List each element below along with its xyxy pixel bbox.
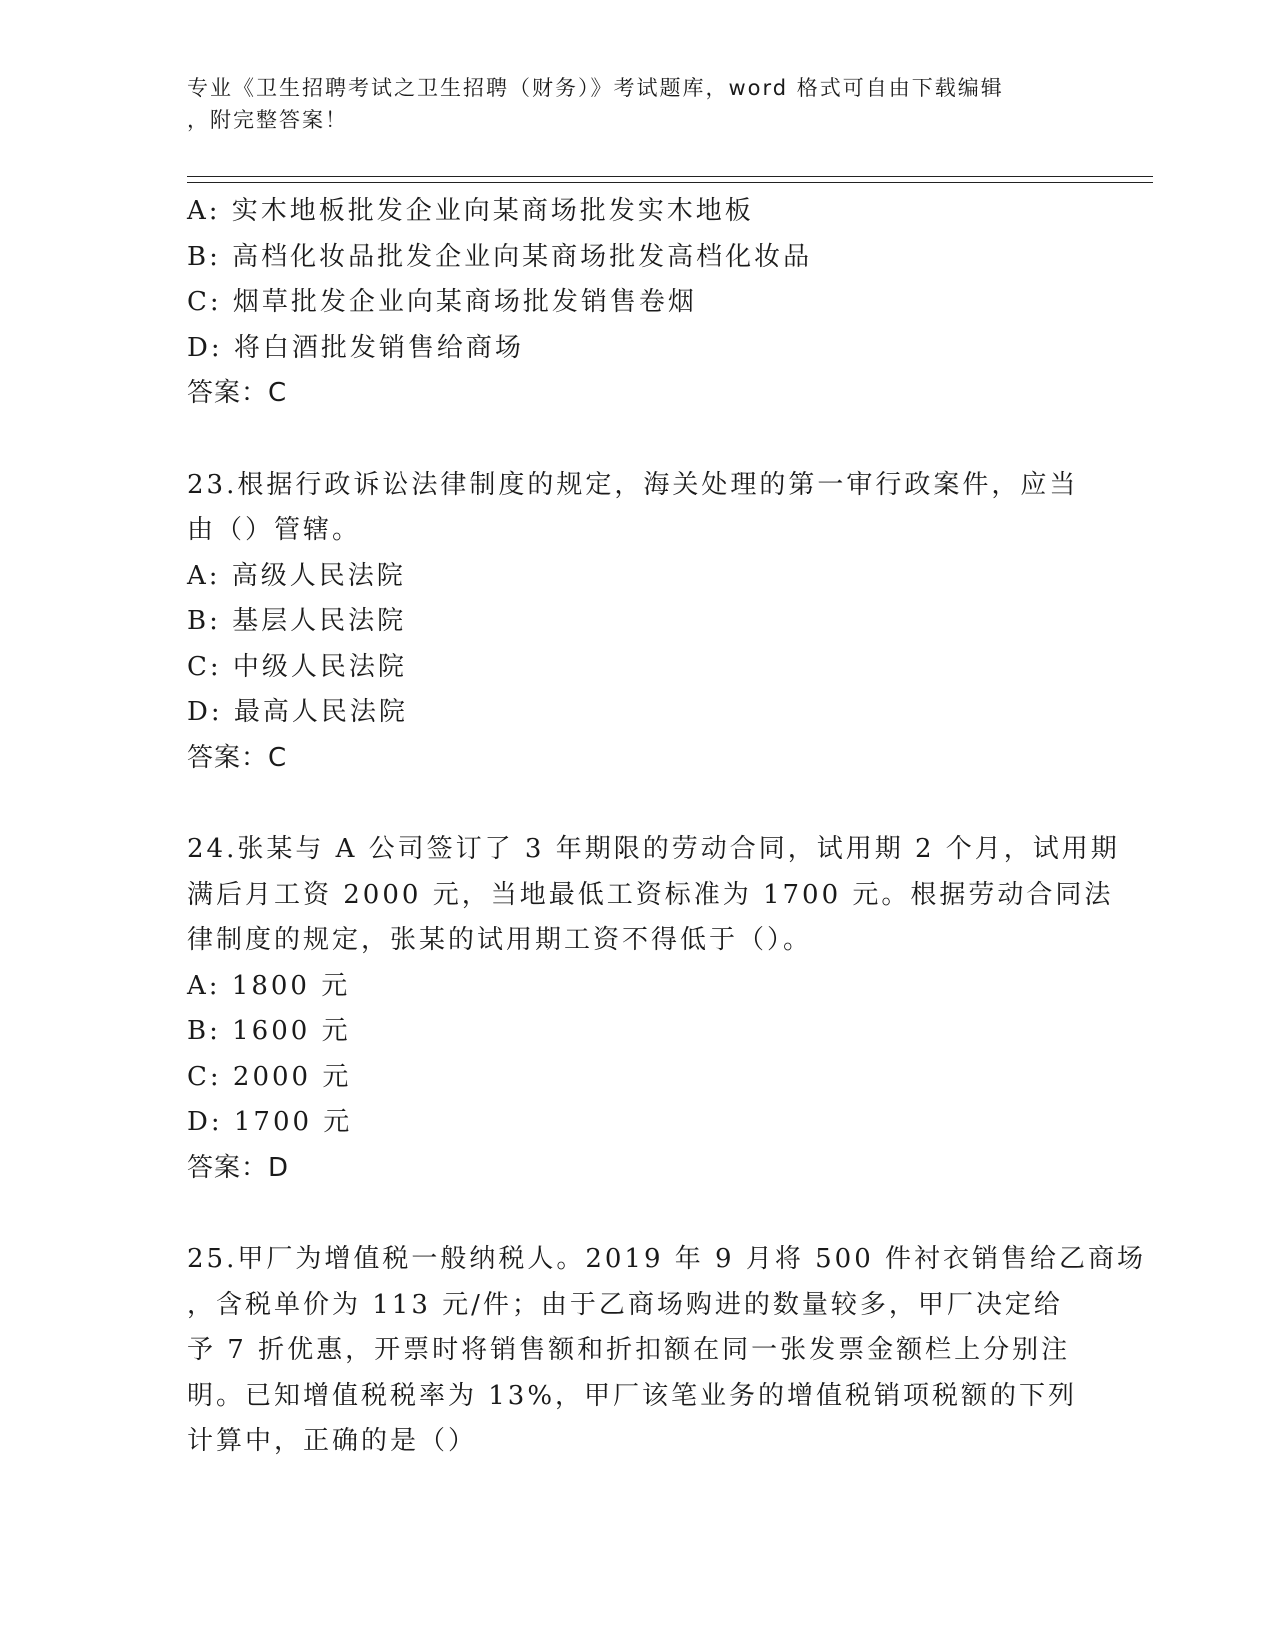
header-line-1: 专业《卫生招聘考试之卫生招聘（财务）》考试题库，word 格式可自由下载编辑 <box>187 76 1004 100</box>
question-24 <box>187 827 1120 1191</box>
question-text-line: 予 7 折优惠，开票时将销售额和折扣额在同一张发票金额栏上分别注 <box>187 1335 1071 1365</box>
question-text-line: 23.根据行政诉讼法律制度的规定，海关处理的第一审行政案件，应当 <box>187 469 1079 500</box>
question-23 <box>187 463 1087 782</box>
answer-line: 答案：C <box>187 742 288 773</box>
question-22 <box>187 189 1087 417</box>
option-c: C: 烟草批发企业向某商场批发销售卷烟 <box>187 287 697 317</box>
option-b: B: 高档化妆品批发企业向某商场批发高档化妆品 <box>187 241 813 272</box>
answer-line: 答案：D <box>187 1152 290 1183</box>
question-text-line: 计算中，正确的是（） <box>187 1426 478 1456</box>
option-b: B: 基层人民法院 <box>187 606 407 636</box>
spacer <box>187 781 1087 827</box>
question-text-line: 明。已知增值税税率为 13%，甲厂该笔业务的增值税销项税额的下列 <box>187 1380 1078 1411</box>
spacer <box>187 417 1087 463</box>
option-a: A: 高级人民法院 <box>187 560 406 591</box>
question-text-line: 24.张某与 A 公司签订了 3 年期限的劳动合同，试用期 2 个月，试用期 <box>187 834 1120 864</box>
header-divider-top <box>187 176 1153 177</box>
question-text-line: 律制度的规定，张某的试用期工资不得低于（）。 <box>187 925 813 955</box>
document-header <box>187 72 1067 136</box>
option-a: A: 1800 元 <box>187 970 351 1001</box>
option-a: A: 实木地板批发企业向某商场批发实木地板 <box>187 196 754 226</box>
question-25 <box>187 1237 1147 1465</box>
option-d: D: 最高人民法院 <box>187 697 408 727</box>
question-text-line: 由（）管辖。 <box>187 515 362 545</box>
question-content <box>187 189 1147 1465</box>
option-c: C: 2000 元 <box>187 1061 352 1092</box>
option-d: D: 1700 元 <box>187 1107 353 1137</box>
header-line-2: ，附完整答案！ <box>187 108 348 132</box>
option-d: D: 将白酒批发销售给商场 <box>187 332 524 363</box>
question-text-line: 25.甲厂为增值税一般纳税人。2019 年 9 月将 500 件衬衣销售给乙商场 <box>187 1244 1147 1274</box>
question-text-line: ，含税单价为 113 元/件；由于乙商场购进的数量较多，甲厂决定给 <box>187 1289 1063 1320</box>
answer-line: 答案：C <box>187 378 288 408</box>
option-b: B: 1600 元 <box>187 1016 351 1046</box>
header-divider-bottom <box>187 182 1153 183</box>
question-text-line: 满后月工资 2000 元，当地最低工资标准为 1700 元。根据劳动合同法 <box>187 879 1114 910</box>
option-c: C: 中级人民法院 <box>187 651 407 682</box>
spacer <box>187 1191 1087 1237</box>
